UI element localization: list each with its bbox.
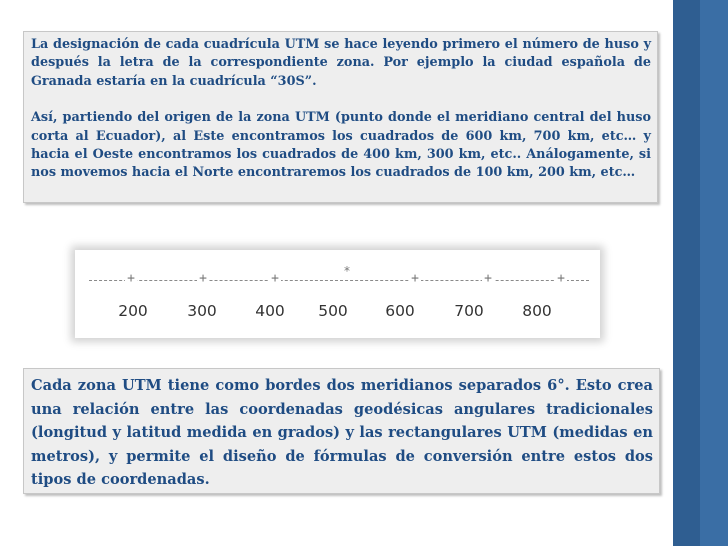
paragraph-utm-origin: Así, partiendo del origen de la zona UTM (punto donde el meridiano central del huso corta al Ecuador), al Este encontramos los cuadrados de 600 km, 700 km, etc… y hacia el Oeste encontramos los cuadrados de 400 km, 300 km, etc.. Análogamente, si nos movemos hacia el Norte encontraremos los cuadrados de 100 km, 200 km, etc… bbox=[31, 110, 651, 181]
scale-label-200: 200 bbox=[118, 302, 148, 320]
scale-label-600: 600 bbox=[385, 302, 415, 320]
scale-tick: + bbox=[555, 272, 567, 286]
scale-label-800: 800 bbox=[522, 302, 552, 320]
paragraph-utm-designation: La designación de cada cuadrícula UTM se hace leyendo primero el número de huso y después la letra de la correspondiente zona. Por ejemplo la ciudad española de Granada estaría en la cuadrícula “30S”. bbox=[31, 37, 651, 89]
scale-tick: + bbox=[197, 272, 209, 286]
scale-label-400: 400 bbox=[255, 302, 285, 320]
text-box-utm-designation bbox=[23, 31, 658, 203]
scale-tick: + bbox=[269, 272, 281, 286]
scale-tick: + bbox=[409, 272, 421, 286]
right-decorative-band-inner bbox=[700, 0, 728, 546]
scale-dashed-line bbox=[89, 280, 589, 281]
scale-origin-mark: * bbox=[343, 264, 351, 278]
scale-label-500: 500 bbox=[318, 302, 348, 320]
scale-tick: + bbox=[125, 272, 137, 286]
scale-tick: + bbox=[482, 272, 494, 286]
scale-label-700: 700 bbox=[454, 302, 484, 320]
utm-scale-figure bbox=[75, 250, 600, 338]
scale-label-300: 300 bbox=[187, 302, 217, 320]
paragraph-utm-borders: Cada zona UTM tiene como bordes dos meridianos separados 6°. Esto crea una relación entre las coordenadas geodésicas angulares tradicionales (longitud y latitud medida en grados) y las rectangulares UTM (medidas en metros), y permite el diseño de fórmulas de conversión entre estos dos tipos de coordenadas. bbox=[31, 377, 653, 488]
text-box-utm-borders bbox=[23, 368, 660, 494]
